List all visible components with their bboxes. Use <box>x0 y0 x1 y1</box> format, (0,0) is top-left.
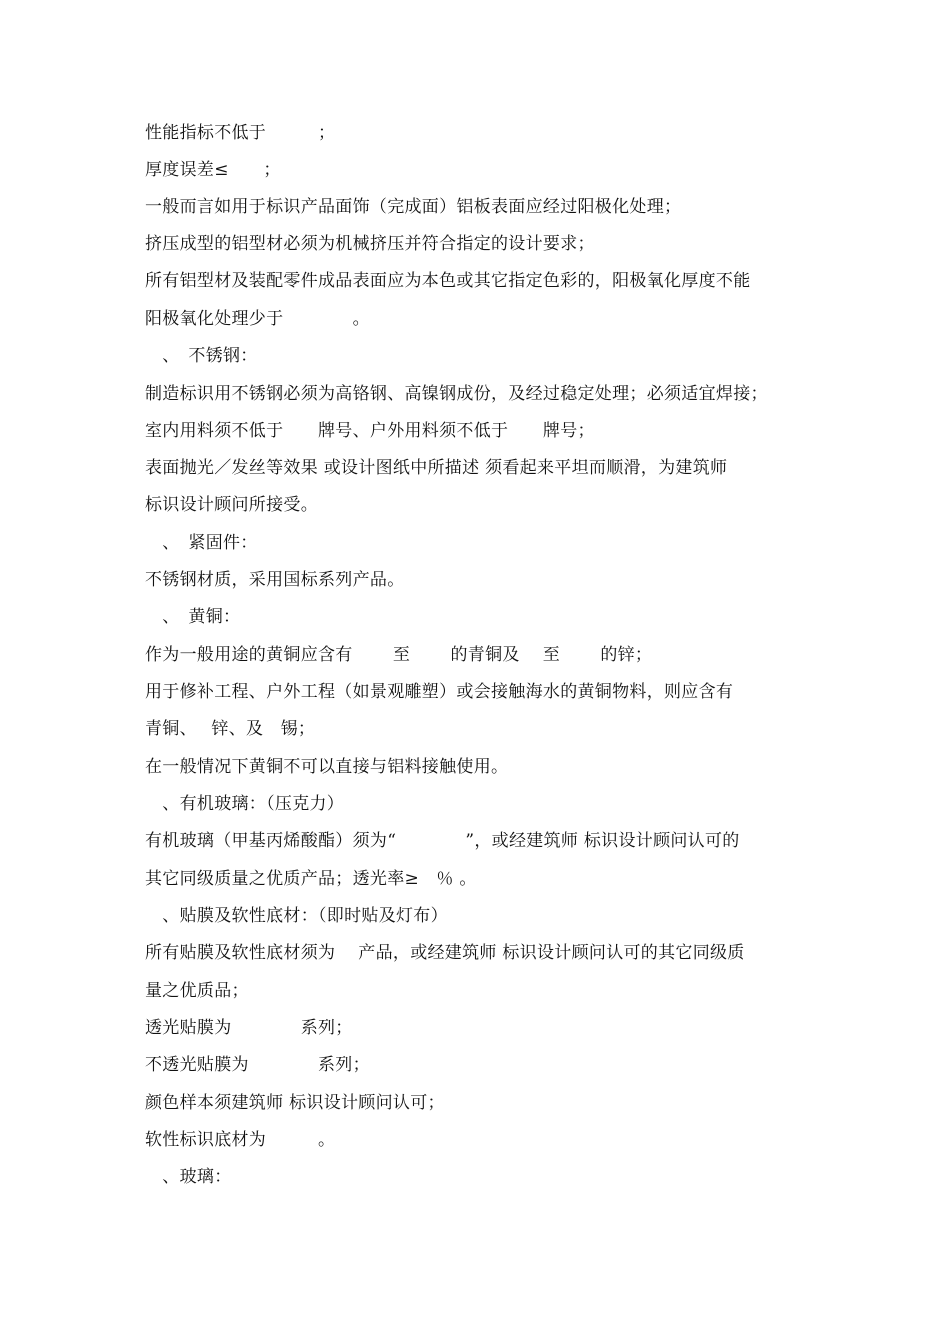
text-line: 颜色样本须建筑师 标识设计顾问认可； <box>145 1093 445 1113</box>
section-heading: 、有机玻璃：（压克力） <box>145 794 345 814</box>
text-line: 软性标识底材为 。 <box>145 1130 336 1150</box>
text-line: 在一般情况下黄铜不可以直接与铝料接触使用。 <box>145 757 509 777</box>
text-line: 室内用料须不低于 牌号、户外用料须不低于 牌号； <box>145 421 595 441</box>
text-line: 制造标识用不锈钢必须为高铬钢、高镍钢成份，及经过稳定处理；必须适宜焊接； <box>145 384 768 404</box>
text-line: 作为一般用途的黄铜应含有 至 的青铜及 至 的锌； <box>145 645 653 665</box>
text-line: 厚度误差≤ ； <box>145 160 281 180</box>
section-heading: 、贴膜及软性底材：（即时贴及灯布） <box>145 906 448 926</box>
text-line: 挤压成型的铝型材必须为机械挤压并符合指定的设计要求； <box>145 234 595 254</box>
section-heading: 、 紧固件： <box>145 533 258 553</box>
section-heading: 、 黄铜： <box>145 607 241 627</box>
text-line: 有机玻璃（甲基丙烯酸酯）须为“ ”，或经建筑师 标识设计顾问认可的 <box>145 831 740 851</box>
text-line: 表面抛光／发丝等效果 或设计图纸中所描述 须看起来平坦而顺滑，为建筑师 <box>145 458 728 478</box>
text-line: 性能指标不低于 ； <box>145 123 336 143</box>
text-line: 量之优质品； <box>145 981 249 1001</box>
section-heading: 、玻璃： <box>145 1167 232 1187</box>
text-line: 不透光贴膜为 系列； <box>145 1055 370 1075</box>
text-line: 阳极氧化处理少于 。 <box>145 309 370 329</box>
text-line: 其它同级质量之优质产品；透光率≥ ％ 。 <box>145 869 477 889</box>
text-line: 一般而言如用于标识产品面饰（完成面）铝板表面应经过阳极化处理； <box>145 197 682 217</box>
section-heading: 、 不锈钢： <box>145 346 258 366</box>
text-line: 透光贴膜为 系列； <box>145 1018 353 1038</box>
text-line: 用于修补工程、户外工程（如景观雕塑）或会接触海水的黄铜物料，则应含有 <box>145 682 734 702</box>
text-line: 标识设计顾问所接受。 <box>145 495 318 515</box>
text-line: 所有铝型材及装配零件成品表面应为本色或其它指定色彩的，阳极氧化厚度不能 <box>145 271 751 291</box>
text-line: 所有贴膜及软性底材须为 产品，或经建筑师 标识设计顾问认可的其它同级质 <box>145 943 745 963</box>
text-line: 不锈钢材质，采用国标系列产品。 <box>145 570 405 590</box>
text-line: 青铜、 锌、及 锡； <box>145 719 316 739</box>
